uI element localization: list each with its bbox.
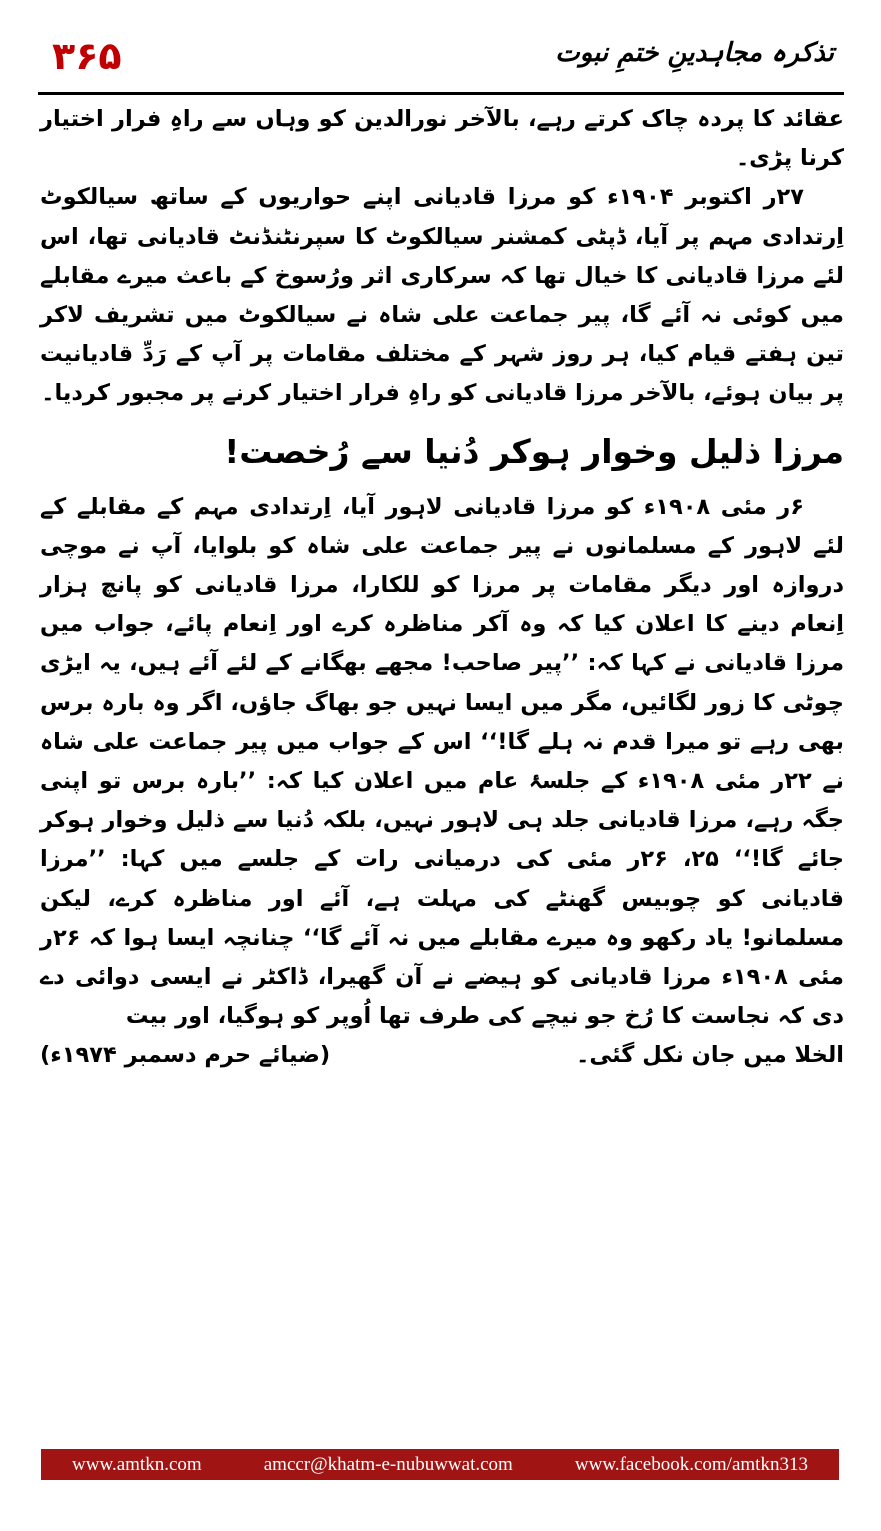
page-header bbox=[30, 30, 850, 90]
source-citation: (ضیائے حرم دسمبر ۱۹۷۴ء) bbox=[40, 1042, 331, 1069]
paragraph-2: ۲۷ر اکتوبر ۱۹۰۴ء کو مرزا قادیانی اپنے حواریوں کے ساتھ سیالکوٹ اِرتدادی مہم پر آیا، ڈپٹی کمشنر سیالکوٹ کا سپرنٹنڈنٹ قادیانی تھا، اس لئے مرزا قادیانی کا خیال تھا کہ سرکاری اثر ورُسوخ کے باعث میرے مقابلے میں کوئی نہ آئے گا، پیر جماعت علی شاہ نے سیالکوٹ میں تشریف لاکر تین ہفتے قیام کیا، ہر روز شہر کے مختلف مقامات پر آپ کے رَدِّ قادیانیت پر بیان ہوئے، بالآخر مرزا قادیانی کو راہِ فرار اختیار کرنے پر مجبور کردیا۔ bbox=[40, 184, 844, 407]
footer-facebook-link[interactable]: www.facebook.com/amtkn313 bbox=[574, 1453, 808, 1475]
footer-website-link[interactable]: www.amtkn.com bbox=[72, 1453, 202, 1475]
page-body bbox=[40, 100, 844, 1076]
running-title: تذکرہ مجاہدینِ ختمِ نبوت bbox=[555, 38, 834, 68]
paragraph-1: عقائد کا پردہ چاک کرتے رہے، بالآخر نورالدین کو وہاں سے راہِ فرار اختیار کرنا پڑی۔ bbox=[40, 106, 844, 172]
header-divider bbox=[38, 92, 844, 95]
paragraph-3: ۶ر مئی ۱۹۰۸ء کو مرزا قادیانی لاہور آیا، اِرتدادی مہم کے مقابلے کے لئے لاہور کے مسلمانوں نے پیر جماعت علی شاہ کو بلوایا، آپ نے موچی دروازہ اور دیگر مقامات پر مرزا کو للکارا، مرزا قادیانی کو پانچ ہزار اِنعام دینے کا اعلان کیا کہ وہ آکر مناظرہ کرے اور اِنعام پائے، جواب میں مرزا قادیانی نے کہا کہ: ’’پیر صاحب! مجھے بھگانے کے لئے آئے ہیں، یہ ایڑی چوٹی کا زور لگائیں، مگر میں ایسا نہیں جو بھاگ جاؤں، اگر وہ بارہ برس بھی رہے تو میرا قدم نہ ہلے گا!‘‘ اس کے جواب میں پیر جماعت علی شاہ نے ۲۲ر مئی ۱۹۰۸ء کے جلسۂ عام میں اعلان کیا کہ: ’’بارہ برس تو اپنی جگہ رہے، مرزا قادیانی جلد ہی لاہور نہیں، بلکہ دُنیا سے ذلیل وخوار ہوکر جائے گا!‘‘ ۲۵، ۲۶ر مئی کی درمیانی رات کے جلسے میں کہا: ’’مرزا قادیانی کو چوبیس گھنٹے کی مہلت ہے، آئے اور مناظرہ کرے، لیکن مسلمانو! یاد رکھو وہ میرے مقابلے میں نہ آئے گا‘‘ چنانچہ ایسا ہوا کہ ۲۶ر مئی ۱۹۰۸ء مرزا قادیانی کو ہیضے نے آن گھیرا، ڈاکٹر نے ایسی دوائی دے دی کہ نجاست کا رُخ جو نیچے کی طرف تھا اُوپر کو ہوگیا، اور بیت bbox=[40, 493, 845, 1030]
page-number: ۳۶۵ bbox=[52, 34, 122, 78]
footer-bar bbox=[41, 1449, 839, 1480]
footer-email-link[interactable]: amccr@khatm-e-nubuwwat.com bbox=[263, 1453, 513, 1475]
closing-line: الخلا میں جان نکل گئی۔ bbox=[576, 1042, 844, 1069]
closing-line-row bbox=[40, 1036, 844, 1075]
section-heading: مرزا ذلیل وخوار ہوکر دُنیا سے رُخصت! bbox=[224, 431, 844, 471]
